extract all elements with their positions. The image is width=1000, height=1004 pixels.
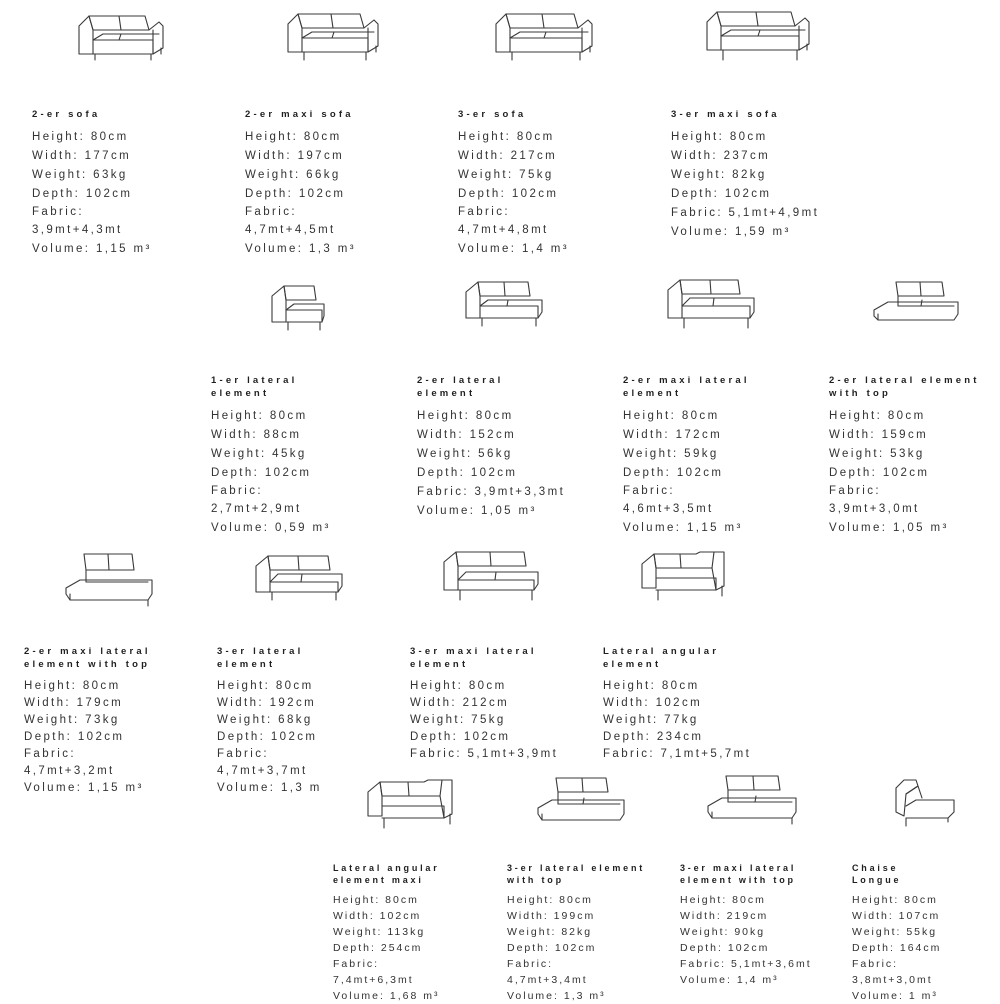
item-name: 2-er lateral element [417, 375, 504, 399]
item-name: 3-er maxi sofa [671, 109, 780, 120]
specs: 3-er sofa Height: 80cm Width: 217cm Weight: 75kg Depth: 102cm Fabric: 4,7mt+4,8mt Volume: 1,4 m³ [458, 109, 569, 255]
item-name: 2-er maxi sofa [245, 109, 354, 120]
lateral-angular-maxi-icon [364, 776, 460, 834]
specs: 2-er maxi sofa Height: 80cm Width: 197cm Weight: 66kg Depth: 102cm Fabric: 4,7mt+4,5mt Volume: 1,3 m³ [245, 109, 356, 255]
lateral-2-seat-maxi-top-icon [62, 552, 158, 610]
specs: Chaise Longue Height: 80cm Width: 107cm Weight: 55kg Depth: 164cm Fabric: 3,8mt+3,0mt Volume: 1 m³ [852, 863, 942, 1002]
specs: 2-er maxi lateral element Height: 80cm Width: 172cm Weight: 59kg Depth: 102cm Fabric: 4,6mt+3,5mt Volume: 1,15 m³ [623, 374, 783, 538]
lateral-2-seat-top-icon [870, 280, 962, 330]
specs: 3-er maxi lateral element Height: 80cm Width: 212cm Weight: 75kg Depth: 102cm Fabric: 5,1mt+3,9mt [410, 646, 559, 760]
chaise-longue-icon [892, 776, 960, 832]
item-name: Chaise Longue [852, 863, 902, 885]
item-name: Lateral angular element [603, 646, 720, 670]
lateral-3-seat-icon [252, 552, 346, 608]
lateral-3-seat-top-icon [534, 776, 630, 828]
sofa-2-seat-maxi-icon [284, 8, 390, 66]
specs: 3-er lateral element with top Height: 80cm Width: 199cm Weight: 82kg Depth: 102cm Fabric: 4,7mt+3,4mt Volume: 1,3 m³ [507, 862, 667, 1004]
item-name: 3-er lateral element with top [507, 863, 646, 885]
specs: Lateral angular element Height: 80cm Width: 102cm Weight: 77kg Depth: 234cm Fabric: 7,1mt+5,7mt [603, 646, 752, 760]
sofa-3-seat-icon [492, 8, 604, 66]
lateral-1-seat-icon [268, 282, 330, 334]
item-name: 1-er lateral element [211, 375, 298, 399]
specs: 2-er maxi lateral element with top Height: 80cm Width: 179cm Weight: 73kg Depth: 102cm Fabric: 4,7mt+3,2mt Volume: 1,15 m³ [24, 645, 184, 797]
item-name: 3-er maxi lateral element with top [680, 863, 797, 885]
item-name: 2-er maxi lateral element [623, 375, 750, 399]
specs: 2-er lateral element with top Height: 80cm Width: 159cm Weight: 53kg Depth: 102cm Fabric: 3,9mt+3,0mt Volume: 1,05 m³ [829, 374, 999, 538]
specs: Lateral angular element maxi Height: 80cm Width: 102cm Weight: 113kg Depth: 254cm Fabric: 7,4mt+6,3mt Volume: 1,68 m³ [333, 862, 463, 1004]
item-name: 3-er sofa [458, 109, 527, 120]
item-name: 2-er sofa [32, 109, 101, 120]
specs: 2-er sofa Height: 80cm Width: 177cm Weight: 63kg Depth: 102cm Fabric: 3,9mt+4,3mt Volume: 1,15 m³ [32, 109, 152, 255]
specs: 2-er lateral element Height: 80cm Width: 152cm Weight: 56kg Depth: 102cm Fabric: 3,9mt+3,3mt Volume: 1,05 m³ [417, 375, 566, 517]
sofa-2-seat-icon [75, 10, 175, 66]
specs: 1-er lateral element Height: 80cm Width: 88cm Weight: 45kg Depth: 102cm Fabric: 2,7mt+2,9mt Volume: 0,59 m³ [211, 375, 331, 534]
item-name: 3-er maxi lateral element [410, 646, 537, 670]
sofa-3-seat-maxi-icon [703, 6, 821, 66]
item-name: Lateral angular element maxi [333, 863, 440, 885]
lateral-2-seat-icon [462, 278, 548, 332]
item-name: 2-er lateral element with top [829, 375, 980, 399]
specs: 3-er lateral element Height: 80cm Width: 192cm Weight: 68kg Depth: 102cm Fabric: 4,7mt+3,7mt Volume: 1,3 m [217, 646, 322, 794]
item-name: 3-er lateral element [217, 646, 304, 670]
specs: 3-er maxi sofa Height: 80cm Width: 237cm Weight: 82kg Depth: 102cm Fabric: 5,1mt+4,9mt Volume: 1,59 m³ [671, 109, 820, 238]
item-name: 2-er maxi lateral element with top [24, 646, 151, 670]
specs: 3-er maxi lateral element with top Height: 80cm Width: 219cm Weight: 90kg Depth: 102cm Fabric: 5,1mt+3,6mt Volume: 1,4 m³ [680, 862, 830, 988]
lateral-angular-icon [638, 548, 732, 606]
lateral-2-seat-maxi-icon [664, 276, 762, 332]
lateral-3-seat-maxi-icon [440, 548, 544, 608]
lateral-3-seat-maxi-top-icon [704, 774, 802, 830]
